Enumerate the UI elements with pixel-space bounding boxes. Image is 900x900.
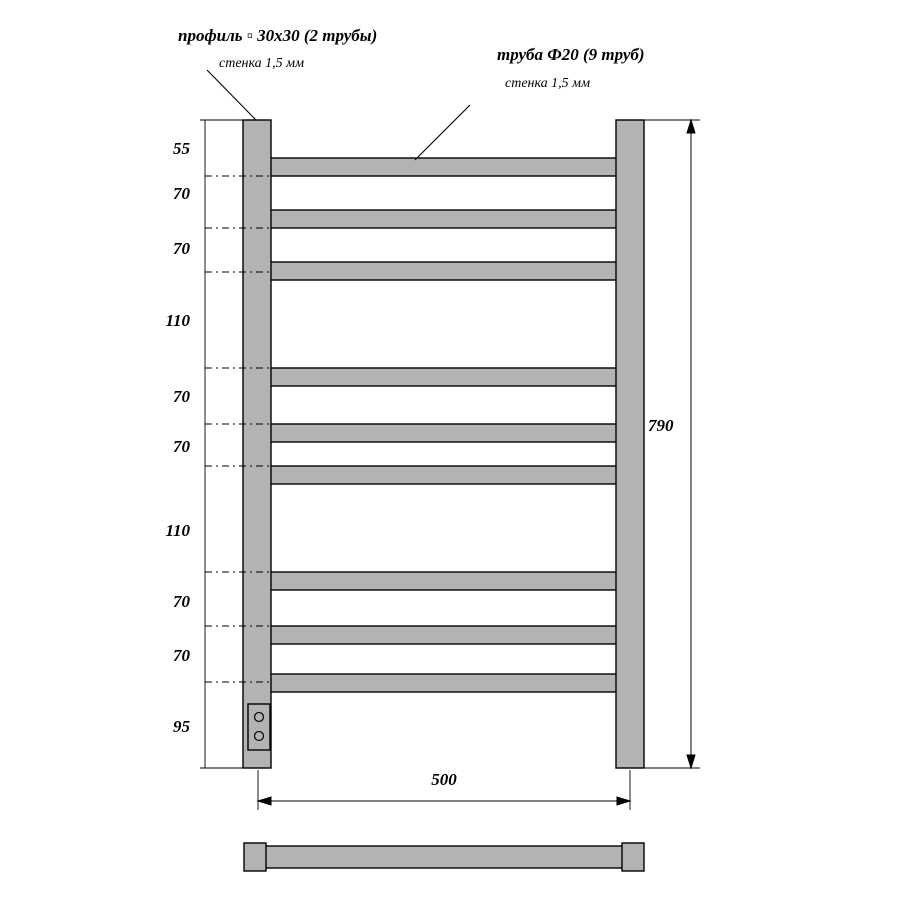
- annotation-left-profile-title: профиль ▫ 30x30 (2 трубы): [178, 26, 378, 45]
- right-arrow-top: [687, 120, 695, 133]
- dimension-label-3: 70: [173, 239, 190, 258]
- rung-1: [265, 158, 635, 176]
- dimension-label-7: 110: [165, 521, 190, 540]
- top-view-right-end: [622, 843, 644, 871]
- bottom-arrow-right: [617, 797, 630, 805]
- right-arrow-bottom: [687, 755, 695, 768]
- leader-left-profile: [207, 70, 256, 120]
- dimension-label-height: 790: [648, 416, 674, 435]
- dimension-label-1: 55: [173, 139, 190, 158]
- rung-5: [265, 424, 635, 442]
- dimension-label-6: 70: [173, 437, 190, 456]
- top-view-body: [258, 846, 630, 868]
- right-vertical-profile: [616, 120, 644, 768]
- dimension-label-8: 70: [173, 592, 190, 611]
- annotation-right-pipe-subtitle: стенка 1,5 мм: [505, 76, 591, 91]
- control-panel: [248, 704, 270, 750]
- rung-9: [265, 674, 635, 692]
- rung-2: [265, 210, 635, 228]
- dimension-label-2: 70: [173, 184, 190, 203]
- dimension-label-4: 110: [165, 311, 190, 330]
- dimension-label-10: 95: [173, 717, 190, 736]
- rung-4: [265, 368, 635, 386]
- rung-8: [265, 626, 635, 644]
- rung-3: [265, 262, 635, 280]
- bottom-arrow-left: [258, 797, 271, 805]
- dimension-label-width: 500: [431, 770, 457, 789]
- annotation-left-profile-subtitle: стенка 1,5 мм: [219, 56, 305, 71]
- leader-right-pipe: [415, 105, 470, 160]
- left-vertical-profile: [243, 120, 271, 768]
- rung-6: [265, 466, 635, 484]
- dimension-label-9: 70: [173, 646, 190, 665]
- top-view-left-end: [244, 843, 266, 871]
- annotation-right-pipe-title: труба Ф20 (9 труб): [497, 45, 645, 64]
- rung-7: [265, 572, 635, 590]
- dimension-label-5: 70: [173, 387, 190, 406]
